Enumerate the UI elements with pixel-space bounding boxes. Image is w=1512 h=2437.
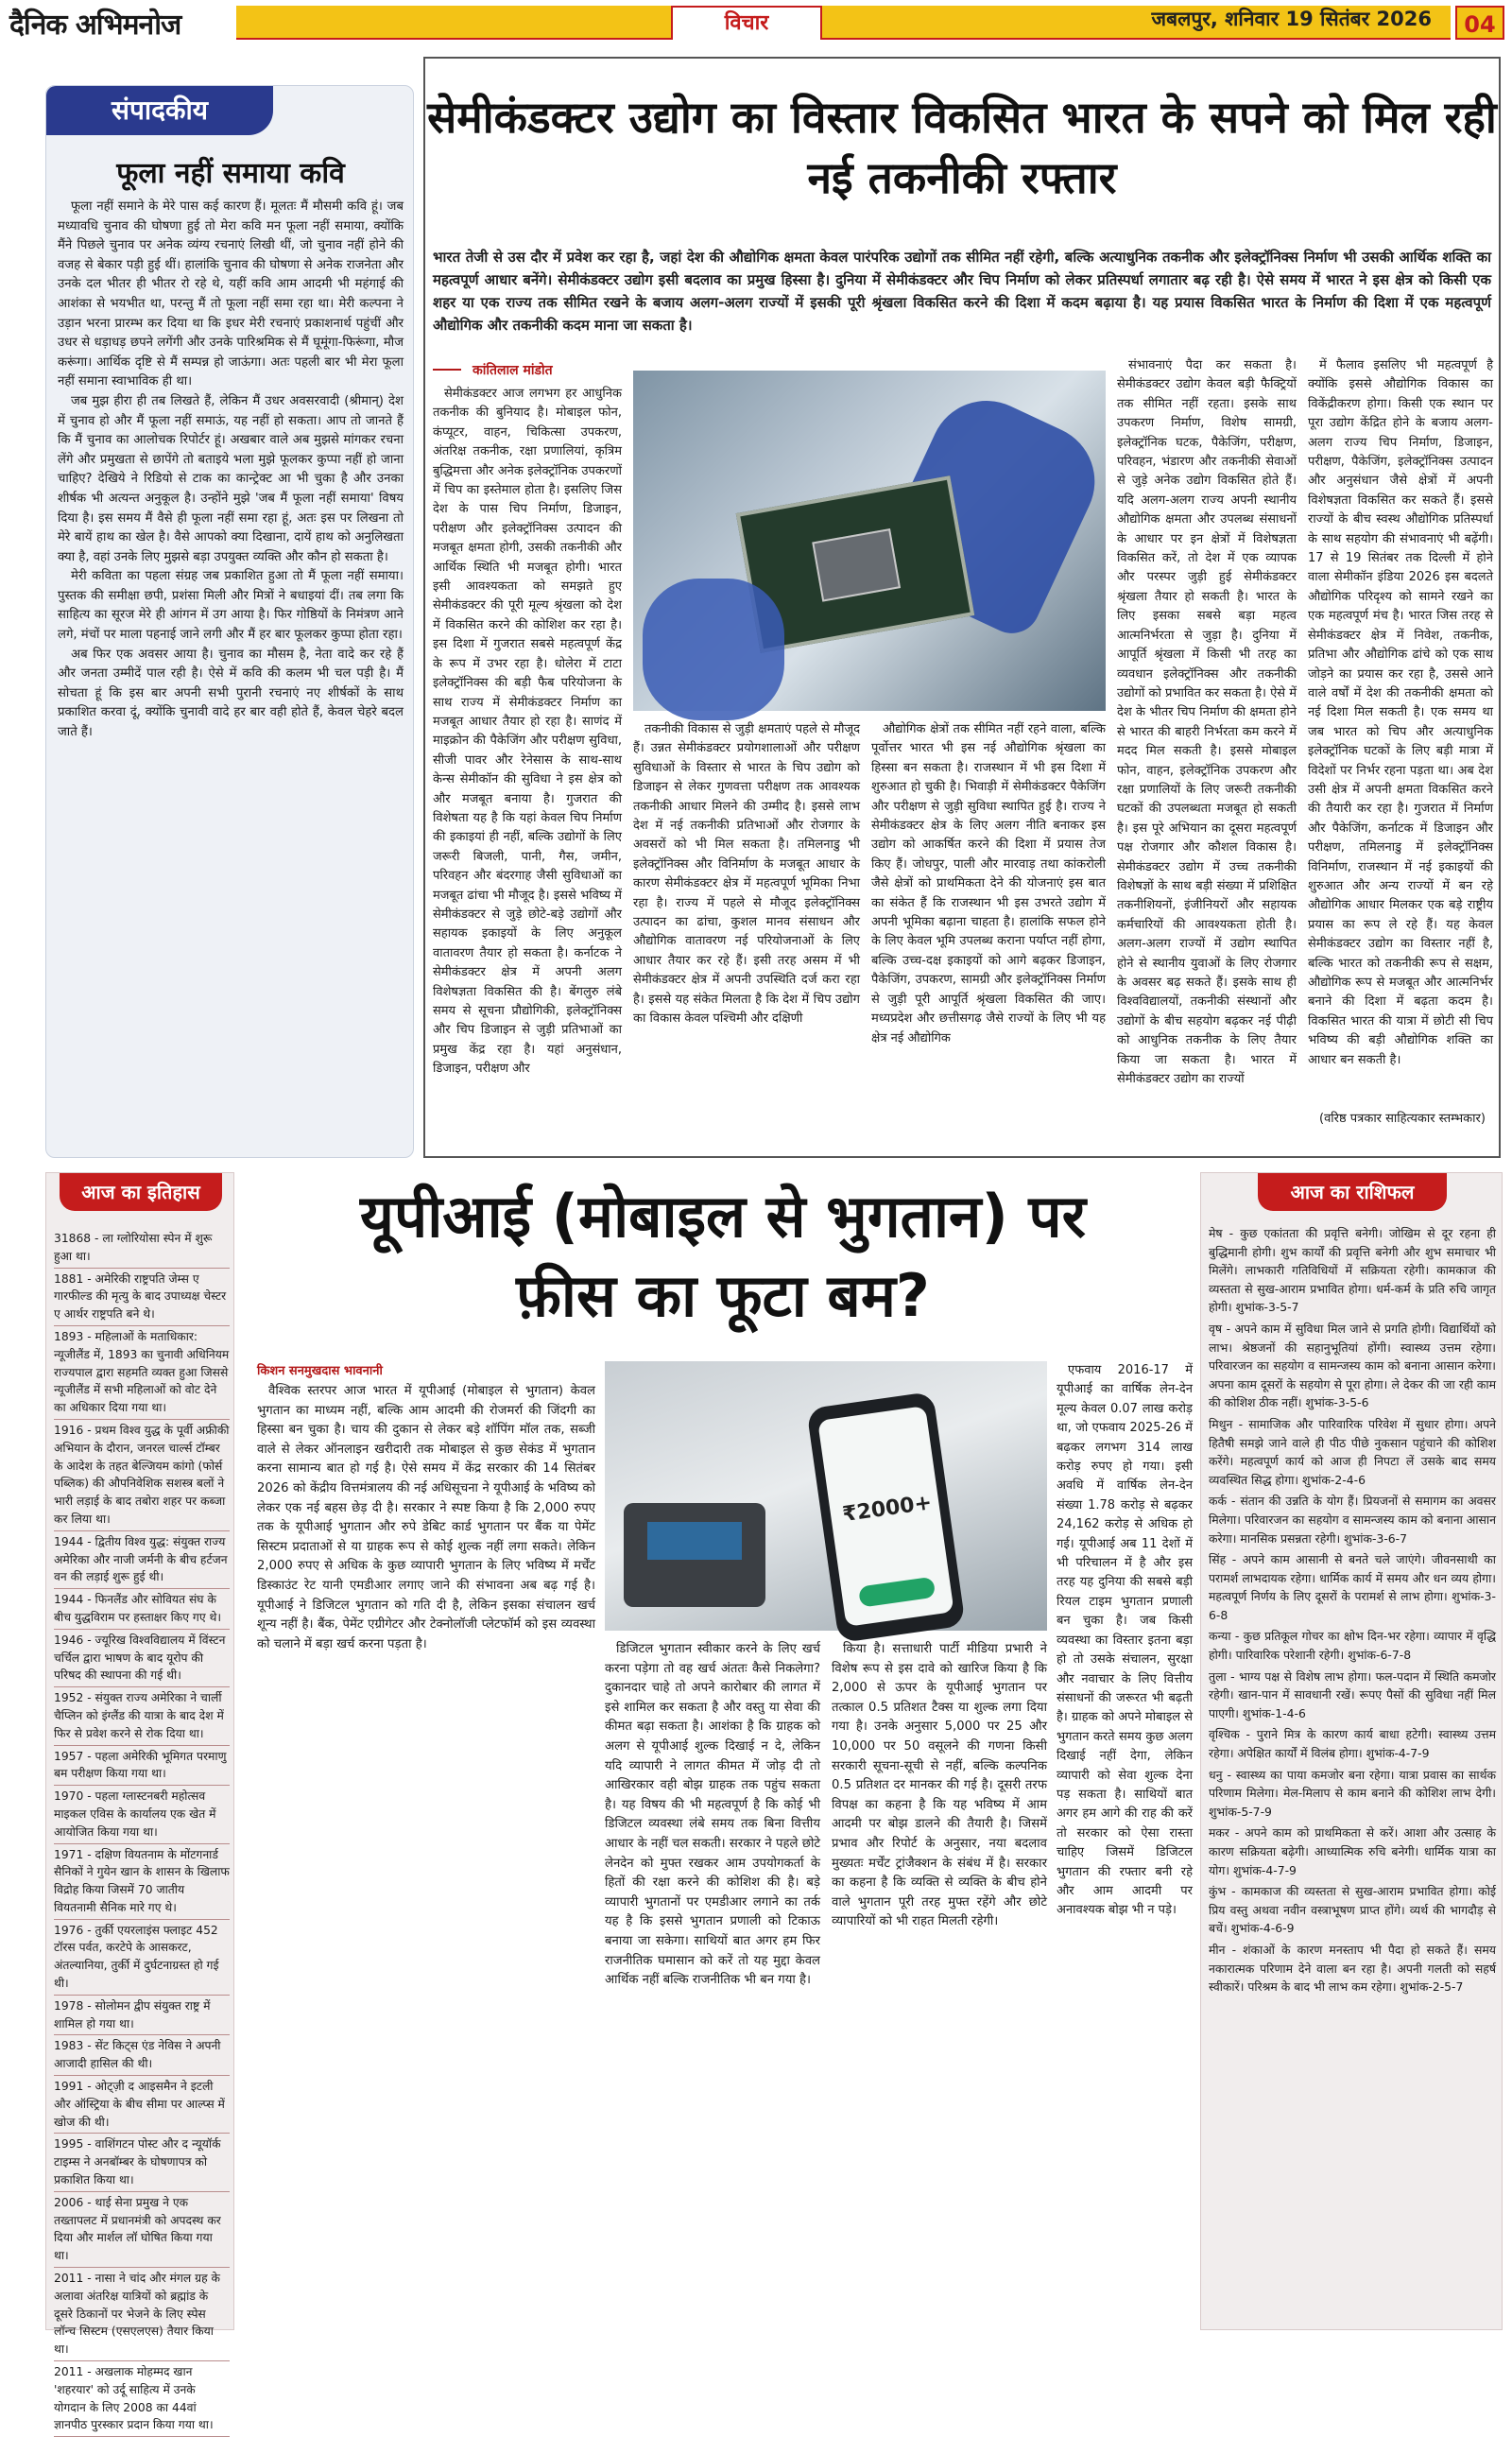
history-item: 1991 - ओट्ज़ी द आइसमैन ने इटली और ऑस्ट्रिया के बीच सीमा पर आल्प्स में खोज की थी। bbox=[54, 2078, 230, 2134]
horoscope-sign: मकर - अपने काम को प्राथमिकता से करें। आशा और उत्साह के कारण सक्रियता बढ़ेगी। आध्यात्मिक रुचि बनेगी। धार्मिक यात्रा का योग। शुभांक-4-7-9 bbox=[1209, 1825, 1496, 1877]
history-column bbox=[45, 1172, 234, 2432]
horoscope-sign: मीन - शंकाओं के कारण मनस्ताप भी पैदा हो सकते हैं। समय नकारात्मक परिणाम देने वाला बन रहा है। अपनी गलती को सहर्ष स्वीकारें। परिश्रम के बाद भी लाभ कम रहेगा। शुभांक-2-5-7 bbox=[1209, 1942, 1496, 1995]
horoscope-badge: आज का राशिफल bbox=[1258, 1173, 1447, 1211]
horoscope-sign: मिथुन - सामाजिक और पारिवारिक परिवेश में सुधार होगा। अपने हितैषी समझे जाने वाले ही पीठ पीछे नुकसान पहुंचाने की कोशिश करेंगे। महत्वपूर्ण कार्य को आज ही निपटा लें उसके बाद समय व्यवस्थित सिद्ध होगा। शुभांक-2-4-6 bbox=[1209, 1416, 1496, 1487]
section-label: विचार bbox=[671, 6, 822, 40]
horoscope-column bbox=[1200, 1172, 1503, 2330]
history-badge: आज का इतिहास bbox=[60, 1173, 222, 1211]
editorial-paragraph: जब मुझ हीरा ही तब लिखते हैं, लेकिन मैं उधर अवसरवादी (श्रीमान्) देश में चुनाव हो और मैं फूला नहीं समाऊं, यह नहीं हो सकता। आप तो जानते हैं कि मैं चुनाव का आलोचक रिपोर्टर हूं। अखबार वाले अब मुझसे मांगकर रचना लेंगे और प्रमुखता से छापेंगे तो बताइये भला मुझे फूलकर कुप्पा नहीं हो जाना चाहिए? देखिये ने रिडियो से टाक का कान्ट्रेक्ट आ भी चुका है और उनका शीर्षक भी अत्यन्त अनुकूल है। उन्होंने मुझे 'जब मैं फूला नहीं समाया' विषय दिया है। इस समय मैं वैसे ही फूला नहीं समा रहा हूं, अतः इस पर लिखना तो मेरे बायें हाथ का खेल है। वैसे आपको क्या दिखाना, दायें हाथ को अनुलिखता क्या है, वहां उनके लिए मुझसे बड़ा उपयुक्त व्यक्ति और कौन हो सकता है। bbox=[58, 393, 404, 564]
lead-column-3 bbox=[871, 720, 1106, 1146]
upi-column-text: डिजिटल भुगतान स्वीकार करने के लिए खर्च करना पड़ेगा तो वह खर्च अंततः कैसे निकलेगा? दुकानदार चाहे तो अपने कारोबार की लागत में इसे शामिल कर सकता है और वस्तु या सेवा की कीमत बढ़ा सकता है। आशंका है कि ग्राहक को अलग से यूपीआई शुल्क दिखाई न दे, लेकिन यदि व्यापारी ने लागत कीमत में जोड़ दी तो आखिरकार वही बोझ ग्राहक तक पहुंच सकता है। यह विषय की भी महत्वपूर्ण है कि कोई भी डिजिटल व्यवस्था लंबे समय तक बिना वित्तीय आधार के नहीं चल सकती। सरकार ने पहले छोटे लेनदेन को मुफ्त रखकर आम उपयोगकर्ता के हितों की रक्षा करने की कोशिश की है। बड़े व्यापारी भुगतानों पर एमडीआर लगाने का तर्क यह है कि इससे भुगतान प्रणाली को टिकाऊ बनाया जा सकेगा। साथियों बात अगर हम फिर राजनीतिक घमासान को करें तो यह मुद्दा केवल आर्थिक नहीं बल्कि राजनीतिक भी बन गया है। bbox=[605, 1642, 820, 1988]
lead-column-5 bbox=[1308, 356, 1493, 1108]
history-item: 31868 - ला ग्लोरियोसा स्पेन में शुरू हुआ था। bbox=[54, 1230, 230, 1269]
lead-column-text: में फैलाव इसलिए भी महत्वपूर्ण है क्योंकि इससे औद्योगिक विकास का विकेंद्रीकरण होगा। किसी एक स्थान पर पूरा उद्योग केंद्रित होने के बजाय अलग-अलग राज्य चिप निर्माण, डिजाइन, परीक्षण, पैकेजिंग, इलेक्ट्रॉनिक्स उत्पादन और अनुसंधान जैसे क्षेत्रों में अपनी विशेषज्ञता विकसित कर सकते हैं। इससे राज्यों के बीच स्वस्थ औद्योगिक प्रतिस्पर्धा के साथ सहयोग की संभावनाएं भी बढ़ेंगी। 17 से 19 सितंबर तक दिल्ली में होने वाला सेमीकॉन इंडिया 2026 इस बदलते औद्योगिक परिदृश्य को सामने रखने का एक महत्वपूर्ण मंच है। भारत जिस तरह से सेमीकंडक्टर क्षेत्र में निवेश, तकनीक, प्रतिभा और औद्योगिक ढांचे को एक साथ जोड़ने का प्रयास कर रहा है, उससे आने वाले वर्षों में देश की तकनीकी क्षमता को नई दिशा मिल सकती है। एक समय था जब भारत को चिप और अत्याधुनिक इलेक्ट्रॉनिक घटकों के लिए बड़ी मात्रा में विदेशों पर निर्भर रहना पड़ता था। अब देश उसी क्षेत्र में अपनी क्षमता विकसित करने की तैयारी कर रहा है। गुजरात में निर्माण और पैकेजिंग, कर्नाटक में डिजाइन और परीक्षण, तमिलनाडु में इलेक्ट्रॉनिक्स विनिर्माण, राजस्थान में नई इकाइयों की शुरुआत और अन्य राज्यों में बन रहे औद्योगिक आधार मिलकर एक बड़े राष्ट्रीय प्रयास का रूप ले रहे हैं। यह केवल सेमीकंडक्टर उद्योग का विस्तार नहीं है, बल्कि भारत को तकनीकी रूप से सक्षम, औद्योगिक रूप से मजबूत और आत्मनिर्भर बनाने की दिशा में बढ़ता कदम है। विकसित भारत की यात्रा में छोटी सी चिप भविष्य की बड़ी औद्योगिक शक्ति का आधार बन सकती है। bbox=[1308, 358, 1493, 1067]
pay-button-shape bbox=[858, 1577, 936, 1608]
payment-photo bbox=[605, 1361, 1047, 1631]
history-item: 1971 - दक्षिण वियतनाम के मोंटगनार्ड सैनिकों ने गुयेन खान के शासन के खिलाफ विद्रोह किया जिसमें 70 जातीय वियतनामी सैनिक मारे गए थे। bbox=[54, 1846, 230, 1920]
history-list bbox=[54, 1230, 230, 2432]
glove-shape bbox=[643, 579, 784, 720]
page-number: 04 bbox=[1455, 6, 1504, 40]
upi-column-4 bbox=[1057, 1361, 1193, 2327]
history-item: 1970 - पहला ग्लास्टनबरी महोत्सव माइकल एविस के कार्यालय एक खेत में आयोजित किया गया था। bbox=[54, 1788, 230, 1843]
upi-byline: किशन सनमुखदास भावनानी bbox=[257, 1364, 383, 1378]
horoscope-sign: वृष - अपने काम में सुविधा मिल जाने से प्रगति होगी। विद्यार्थियों को लाभ। श्रेष्ठजनों की सहानुभूतियां होंगी। स्वास्थ्य उत्तम रहेगा। परिवारजन का सहयोग व सामन्जस्य काम को बनाना आसान करेगा। अपना काम दूसरों के सहयोग से पूरा होगा। ले देकर की जा रही काम की कोशिश ठीक नहीं। शुभांक-3-5-6 bbox=[1209, 1321, 1496, 1410]
horoscope-sign: कन्या - कुछ प्रतिकूल गोचर का क्षोभ दिन-भर रहेगा। व्यापार में वृद्धि होगी। पारिवारिक परेशानी रहेगी। शुभांक-6-7-8 bbox=[1209, 1629, 1496, 1663]
history-item: 1957 - पहला अमेरिकी भूमिगत परमाणु बम परीक्षण किया गया था। bbox=[54, 1748, 230, 1787]
editorial-badge: संपादकीय bbox=[46, 86, 273, 135]
history-item: 1983 - सेंट किट्स एंड नेविस ने अपनी आजादी हासिल की थी। bbox=[54, 2037, 230, 2076]
history-item: 2011 - नासा ने चांद और मंगल ग्रह के अलावा अंतरिक्ष यात्रियों को ब्रह्मांड के दूसरे ठिकानों पर भेजने के लिए स्पेस लॉन्च सिस्टम (एसएलएस) तैयार किया था। bbox=[54, 2270, 230, 2361]
history-item: 1946 - ज्यूरिख विश्वविद्यालय में विंस्टन चर्चिल द्वारा भाषण के बाद यूरोप की परिषद की स्थापना की गई थी। bbox=[54, 1632, 230, 1687]
upi-column-3 bbox=[832, 1640, 1047, 2327]
editorial-column bbox=[45, 85, 414, 1158]
phone-screen bbox=[817, 1406, 954, 1627]
history-item: 1978 - सोलोमन द्वीप संयुक्त राष्ट्र में शामिल हो गया था। bbox=[54, 1997, 230, 2036]
lead-intro: भारत तेजी से उस दौर में प्रवेश कर रहा है, जहां देश की औद्योगिक क्षमता केवल पारंपरिक उद्योगों तक सीमित नहीं रहेगी, बल्कि अत्याधुनिक तकनीक और इलेक्ट्रॉनिक्स निर्माण भी उसकी आर्थिक शक्ति का महत्वपूर्ण आधार बनेंगे। सेमीकंडक्टर उद्योग इसी बदलाव का प्रमुख हिस्सा है। दुनिया में सेमीकंडक्टर और चिप निर्माण को लेकर प्रतिस्पर्धा लगातार बढ़ रही है। ऐसे समय में भारत ने इस क्षेत्र को किसी एक शहर या एक राज्य तक सीमित रखने के बजाय अलग-अलग राज्यों में इसकी पूरी श्रृंखला विकसित करने की दिशा में कदम बढ़ाया है। यह प्रयास विकसित भारत के निर्माण की दिशा में एक महत्वपूर्ण औद्योगिक और तकनीकी कदम माना जा सकता है। bbox=[433, 249, 1491, 334]
horoscope-list bbox=[1209, 1224, 1496, 2325]
lead-column-text: तकनीकी विकास से जुड़ी क्षमताएं पहले से मौजूद हैं। उन्नत सेमीकंडक्टर प्रयोगशालाओं और परीक्षण सुविधाओं के विस्तार से भारत के चिप उद्योग को डिजाइन से लेकर गुणवत्ता परीक्षण तक आवश्यक तकनीकी आधार मिलने की उम्मीद है। इससे लाभ देश में नई तकनीकी प्रतिभाओं और रोजगार के अवसरों को भी मिल सकता है। तमिलनाडु भी इलेक्ट्रॉनिक्स और विनिर्माण के मजबूत आधार के कारण सेमीकंडक्टर क्षेत्र में महत्वपूर्ण भूमिका निभा रहा है। राज्य में पहले से मौजूद इलेक्ट्रॉनिक्स उत्पादन का ढांचा, कुशल मानव संसाधन और औद्योगिक वातावरण नई परियोजनाओं के लिए आधार तैयार कर रहे हैं। इसी तरह असम में भी सेमीकंडक्टर क्षेत्र में अपनी उपस्थिति दर्ज करा रहा है। इससे यह संकेत मिलता है कि देश में चिप उद्योग का विकास केवल पश्चिमी और दक्षिणी bbox=[633, 722, 860, 1027]
upi-column-text: एफवाय 2016-17 में यूपीआई का वार्षिक लेन-देन मूल्य केवल 0.07 लाख करोड़ था, जो एफवाय 2025-26 में बढ़कर लगभग 314 लाख करोड़ रुपए हो गया। इसी अवधि में वार्षिक लेन-देन संख्या 1.78 करोड़ से बढ़कर 24,162 करोड़ से अधिक हो गई। यूपीआई अब 11 देशों में भी परिचालन में है और इस तरह यह दुनिया की सबसे बड़ी रियल टाइम भुगतान प्रणाली बन चुका है। जब किसी व्यवस्था का विस्तार इतना बड़ा हो तो उसके संचालन, सुरक्षा और नवाचार के लिए वित्तीय संसाधनों की जरूरत भी बढ़ती है। ग्राहक को अपने मोबाइल से भुगतान करते समय कुछ अलग दिखाई नहीं देगा, लेकिन व्यापारी को सेवा शुल्क देना पड़ सकता है। साथियों बात अगर हम आगे की राह की करें तो सरकार को ऐसा रास्ता चाहिए जिसमें डिजिटल भुगतान की रफ्तार बनी रहे और आम आदमी पर अनावश्यक बोझ भी न पड़े। bbox=[1057, 1363, 1193, 1918]
upi-headline-line-2: फ़ीस का फूटा बम? bbox=[516, 1261, 930, 1330]
payment-amount: ₹2000+ bbox=[841, 1491, 934, 1528]
lead-column-4 bbox=[1117, 356, 1297, 1146]
editorial-paragraph: मेरी कविता का पहला संग्रह जब प्रकाशित हुआ तो मैं फूला नहीं समाया। पुस्तक की समीक्षा छपी, प्रशंसा मिली और मित्रों ने बधाइयां दीं। तब लगा कि साहित्य का सूरज मेरे ही आंगन में उग आया है। फिर गोष्ठियों के निमंत्रण आने लगे, मंचों पर माला पहनाई जाने लगी और मैं हर बार फूलकर कुप्पा होता रहा। bbox=[58, 569, 404, 643]
editorial-paragraph: फूला नहीं समाने के मेरे पास कई कारण हैं। मूलतः मैं मौसमी कवि हूं। जब मध्यावधि चुनाव की घोषणा हुई तो मेरा कवि मन फूला नहीं समाया, क्योंकि मैंने पिछले चुनाव पर अनेक व्यंग्य रचनाएं लिखी थीं, जो चुनाव नहीं होने की वजह से बेकार पड़ी हुई थीं। हालांकि चुनाव की घोषणा से अनेक राजनेता और उनके दल भीतर ही भीतर रो रहे थे, यहीं कवि आम आदमी भी महंगाई की आशंका से भयभीत था, परन्तु मैं तो फूला नहीं समा रहा था। मेरी कल्पना ने उड़ान भरना प्रारम्भ कर दिया था कि इधर मेरी रचनाएं प्रकाशनार्थ पहुंचीं और उधर से धड़ाधड़ छपने लगेंगी और उनके पारिश्रमिक से मैं घूमूंगा-फिरूंगा, मौज करूंगा। आर्थिक दृष्टि से मैं सम्पन्न हो जाऊंगा। अतः पहली बार भी मेरा फूला नहीं समाना स्वाभाविक ही था। bbox=[58, 199, 404, 389]
lead-column-text: सेमीकंडक्टर आज लगभग हर आधुनिक तकनीक की बुनियाद है। मोबाइल फोन, कंप्यूटर, वाहन, चिकित्सा उपकरण, अंतरिक्ष तकनीक, रक्षा प्रणालियां, कृत्रिम बुद्धिमत्ता और अनेक इलेक्ट्रॉनिक उपकरणों में चिप का इस्तेमाल होता है। इसलिए जिस देश के पास चिप निर्माण, डिजाइन, परीक्षण और इलेक्ट्रॉनिक्स उत्पादन की मजबूत क्षमता होगी, उसकी तकनीकी और आर्थिक स्थिति भी मजबूत होगी। भारत इसी आवश्यकता को समझते हुए सेमीकंडक्टर की पूरी मूल्य श्रृंखला को देश में विकसित करने की कोशिश कर रहा है। इस दिशा में गुजरात सबसे महत्वपूर्ण केंद्र के रूप में उभर रहा है। धोलेरा में टाटा इलेक्ट्रॉनिक्स की बड़ी फैब परियोजना के साथ राज्य में सेमीकंडक्टर निर्माण का मजबूत आधार तैयार हो रहा है। साणंद में माइक्रोन की पैकेजिंग और परीक्षण सुविधा, सीजी पावर और रेनेसास के साथ-साथ केन्स सेमीकॉन की सुविधा ने इस क्षेत्र को और मजबूत बनाया है। गुजरात की विशेषता यह है कि यहां केवल चिप निर्माण की इकाइयां ही नहीं, बल्कि उद्योगों के लिए जरूरी बिजली, पानी, गैस, जमीन, परिवहन और बंदरगाह जैसी सुविधाओं का मजबूत ढांचा भी मौजूद है। इससे भविष्य में सेमीकंडक्टर से जुड़े छोटे-बड़े उद्योगों और सहायक इकाइयों के लिए अनुकूल वातावरण तैयार हो सकता है। कर्नाटक ने सेमीकंडक्टर क्षेत्र में अपनी अलग विशेषज्ञता विकसित की है। बेंगलुरु लंबे समय से सूचना प्रौद्योगिकी, इलेक्ट्रॉनिक्स और चिप डिजाइन से जुड़ी प्रतिभाओं का प्रमुख केंद्र रहा है। यहां अनुसंधान, डिजाइन, परीक्षण और bbox=[433, 387, 622, 1077]
editorial-paragraph: अब फिर एक अवसर आया है। चुनाव का मौसम है, नेता वादे कर रहे हैं और जनता उम्मीदें पाल रही है। ऐसे में कवि की कलम भी चल पड़ी है। मैं सोचता हूं कि इस बार अपनी सभी पुरानी रचनाएं नए शीर्षकों के साथ प्रकाशित करवा दूं, क्योंकि चुनावी वादे हर बार वही होते हैं, केवल चेहरे बदल जाते हैं। bbox=[58, 647, 404, 740]
upi-column-2 bbox=[605, 1640, 820, 2327]
lead-column-text: संभावनाएं पैदा कर सकता है। सेमीकंडक्टर उद्योग केवल बड़ी फैक्ट्रियों तक सीमित नहीं रहता। इसके साथ उपकरण निर्माण, विशेष सामग्री, इलेक्ट्रॉनिक घटक, पैकेजिंग, परीक्षण, परिवहन, भंडारण और तकनीकी सेवाओं से जुड़े अनेक उद्योग विकसित होते हैं। यदि अलग-अलग राज्य अपनी स्थानीय औद्योगिक क्षमता और उपलब्ध संसाधनों के आधार पर इन क्षेत्रों में विशेषज्ञता विकसित करें, तो देश में एक व्यापक और परस्पर जुड़ी हुई सेमीकंडक्टर श्रृंखला तैयार हो सकती है। भारत के लिए इसका सबसे बड़ा महत्व आत्मनिर्भरता से जुड़ा है। दुनिया में आपूर्ति श्रृंखला में किसी भी तरह का व्यवधान इलेक्ट्रॉनिक्स और तकनीकी उद्योगों को प्रभावित कर सकता है। ऐसे में देश के भीतर चिप निर्माण की क्षमता होने से भारत की बाहरी निर्भरता कम करने में मदद मिल सकती है। इससे मोबाइल फोन, वाहन, इलेक्ट्रॉनिक उपकरण और रक्षा प्रणालियों के लिए जरूरी तकनीकी घटकों की उपलब्धता मजबूत हो सकती है। इस पूरे अभियान का दूसरा महत्वपूर्ण पक्ष रोजगार और कौशल विकास है। सेमीकंडक्टर उद्योग में उच्च तकनीकी विशेषज्ञों के साथ बड़ी संख्या में प्रशिक्षित तकनीशियनों, इंजीनियरों और सहायक कर्मचारियों की आवश्यकता होती है। अलग-अलग राज्यों में उद्योग स्थापित होने से स्थानीय युवाओं के लिए रोजगार के अवसर बढ़ सकते हैं। इसके साथ ही विश्वविद्यालयों, तकनीकी संस्थानों और उद्योगों के बीच सहयोग बढ़कर नई पीढ़ी को आधुनिक तकनीक के लिए तैयार किया जा सकता है। भारत में सेमीकंडक्टर उद्योग का राज्यों bbox=[1117, 358, 1297, 1087]
lead-column-1 bbox=[433, 385, 622, 1146]
history-item: 2006 - थाई सेना प्रमुख ने एक तख्तापलट में प्रधानमंत्री को अपदस्थ कर दिया और मार्शल लॉ घोषित किया गया था। bbox=[54, 2194, 230, 2268]
history-item: 1976 - तुर्की एयरलाइंस फ्लाइट 452 टॉरस पर्वत, करटेपे के आसकरट, अंतल्यानिया, तुर्की में दुर्घटनाग्रस्त हो गई थी। bbox=[54, 1922, 230, 1996]
section-bar bbox=[236, 6, 1451, 40]
history-item: 1944 - द्वितीय विश्व युद्ध: संयुक्त राज्य अमेरिका और नाजी जर्मनी के बीच हर्टजन वन की लड़ाई शुरू हुई थी। bbox=[54, 1533, 230, 1589]
pos-terminal-shape bbox=[624, 1503, 765, 1607]
horoscope-sign: तुला - भाग्य पक्ष से विशेष लाभ होगा। फल-पदान में स्थिति कमजोर रहेगी। खान-पान में सावधानी रखें। रूपए पैसों की सुविधा नहीं मिल पाएगी। शुभांक-1-4-6 bbox=[1209, 1668, 1496, 1720]
horoscope-sign: कुंभ - कामकाज की व्यस्तता से सुख-आराम प्रभावित होगा। कोई प्रिय वस्तु अथवा नवीन वस्त्राभूषण प्राप्त होंगे। व्यर्थ की भागदौड़ से बचें। शुभांक-4-6-9 bbox=[1209, 1884, 1496, 1936]
history-item: 1893 - महिलाओं के मताधिकार: न्यूजीलैंड में, 1893 का चुनावी अधिनियम राज्यपाल द्वारा सहमति व्यक्त हुआ जिससे न्यूजीलैंड में सभी महिलाओं को वोट देने का अधिकार दिया गया था। bbox=[54, 1328, 230, 1420]
history-item: 1916 - प्रथम विश्व युद्ध के पूर्वी अफ्रीकी अभियान के दौरान, जनरल चार्ल्स टॉम्बर के आदेश के तहत बेल्जियम कांगो (फोर्स पब्लिक) की औपनिवेशिक सशस्त्र बलों ने भारी लड़ाई के बाद तबोरा शहर पर कब्जा कर लिया था। bbox=[54, 1422, 230, 1531]
semiconductor-photo bbox=[633, 371, 1106, 711]
lead-byline: कांतिलाल मांडोत bbox=[472, 363, 553, 378]
history-item: 1944 - फिनलैंड और सोवियत संघ के बीच युद्धविराम पर हस्ताक्षर किए गए थे। bbox=[54, 1591, 230, 1630]
editorial-title: फूला नहीं समाया कवि bbox=[116, 157, 345, 190]
horoscope-sign: कर्क - संतान की उन्नति के योग हैं। प्रियजनों से समागम का अवसर मिलेगा। परिवारजन का सहयोग व सामन्जस्य काम को बनाना आसान करेगा। मानसिक प्रसन्नता रहेगी। शुभांक-3-6-7 bbox=[1209, 1494, 1496, 1546]
history-item: 2011 - अखलाक मोहम्मद खान 'शहरयार' को उर्दू साहित्य में उनके योगदान के लिए 2008 का 44वां ज्ञानपीठ पुरस्कार प्रदान किया गया था। bbox=[54, 2363, 230, 2437]
upi-headline bbox=[250, 1177, 1195, 1336]
author-note bbox=[1308, 1110, 1493, 1149]
history-item: 1952 - संयुक्त राज्य अमेरिका ने चार्ली चैप्लिन को इंग्लैंड की यात्रा के बाद देश में फिर से प्रवेश करने से रोक दिया था। bbox=[54, 1689, 230, 1745]
masthead bbox=[0, 0, 1512, 45]
lead-column-2 bbox=[633, 720, 860, 1146]
lead-column-text: औद्योगिक क्षेत्रों तक सीमित नहीं रहने वाला, बल्कि पूर्वोत्तर भारत भी इस नई औद्योगिक श्रृंखला का हिस्सा बन सकता है। राजस्थान में भी इस दिशा में शुरुआत हो चुकी है। भिवाड़ी में सेमीकंडक्टर पैकेजिंग और परीक्षण से जुड़ी सुविधा स्थापित हुई है। राज्य ने सेमीकंडक्टर क्षेत्र के लिए अलग नीति बनाकर इस उद्योग को आकर्षित करने की दिशा में प्रयास तेज किए हैं। जोधपुर, पाली और मारवाड़ तथा कांकरोली जैसे क्षेत्रों को प्राथमिकता देने की योजनाएं इस बात का संकेत हैं कि राजस्थान भी इस उभरते उद्योग में अपनी भूमिका बढ़ाना चाहता है। हालांकि सफल होने के लिए केवल भूमि उपलब्ध कराना पर्याप्त नहीं होगा, बल्कि उच्च-दक्ष इकाइयों को आगे बढ़कर डिजाइन, पैकेजिंग, उपकरण, सामग्री और इलेक्ट्रॉनिक्स निर्माण से जुड़ी पूरी आपूर्ति श्रृंखला विकसित की जाए। मध्यप्रदेश और छत्तीसगढ़ जैसे राज्यों के लिए भी यह क्षेत्र नई औद्योगिक bbox=[871, 722, 1106, 1046]
editorial-body bbox=[58, 198, 404, 1148]
author-note-text: (वरिष्ठ पत्रकार साहित्यकार स्तम्भकार) bbox=[1319, 1112, 1486, 1126]
phone-shape bbox=[806, 1391, 965, 1643]
upi-headline-line-1: यूपीआई (मोबाइल से भुगतान) पर bbox=[360, 1182, 1086, 1251]
horoscope-sign: सिंह - अपने काम आसानी से बनते चले जाएंगे। जीवनसाथी का परामर्श लाभदायक रहेगा। धार्मिक कार्य में समय और धन व्यय होगा। महत्वपूर्ण निर्णय के लिए दूसरों के परामर्श से लाभ होगा। शुभांक-3-6-8 bbox=[1209, 1552, 1496, 1622]
history-item: 1995 - वाशिंगटन पोस्ट और द न्यूयॉर्क टाइम्स ने अनबॉम्बर के घोषणापत्र को प्रकाशित किया था। bbox=[54, 2135, 230, 2191]
upi-column-text: किया है। सत्ताधारी पार्टी मीडिया प्रभारी ने विशेष रूप से इस दावे को खारिज किया है कि 2,000 से ऊपर के यूपीआई भुगतान पर तत्काल 0.5 प्रतिशत टैक्स या शुल्क लगा दिया गया है। उनके अनुसार 5,000 पर 25 और 10,000 पर 50 वसूलने की गणना किसी सरकारी सूचना-सूची से नहीं, बल्कि कल्पनिक 0.5 प्रतिशत दर मानकर की गई है। दूसरी तरफ विपक्ष का कहना है कि यह भविष्य में आम आदमी पर बोझ डालने की तैयारी है। जिसमें प्रभाव और रिपोर्ट के अनुसार, नया बदलाव मुख्यतः मर्चेंट ट्रांजैक्शन के संबंध में है। सरकार का कहना है कि व्यक्ति से व्यक्ति के बीच होने वाले भुगतान पूरी तरह मुफ्त रहेंगे और छोटे व्यापारियों को भी राहत मिलती रहेगी। bbox=[832, 1642, 1047, 1929]
horoscope-sign: धनु - स्वास्थ्य का पाया कमजोर बना रहेगा। यात्रा प्रवास का सार्थक परिणाम मिलेगा। मेल-मिलाप से काम बनाने की कोशिश लाभ देगी। शुभांक-5-7-9 bbox=[1209, 1767, 1496, 1819]
upi-column-text: वैश्विक स्तरपर आज भारत में यूपीआई (मोबाइल से भुगतान) केवल भुगतान का माध्यम नहीं, बल्कि आम आदमी की रोजमर्रा की जिंदगी का हिस्सा बन चुका है। चाय की दुकान से लेकर बड़े शॉपिंग मॉल तक, सब्जी वाले से लेकर ऑनलाइन खरीदारी तक मोबाइल से कुछ सेकंड में भुगतान करना सामान्य बात हो गई है। ऐसे समय में केंद्र सरकार की 14 सितंबर 2026 को केंद्रीय वित्तमंत्रालय की नई अधिसूचना ने यूपीआई के भविष्य को लेकर एक नई बहस छेड़ दी है। सरकार ने स्पष्ट किया है कि 2,000 रुपए तक के यूपीआई भुगतान और रुपे डेबिट कार्ड भुगतान पर बैंक या पेमेंट सिस्टम प्रदाताओं से या ग्राहक रूप से कोई शुल्क नहीं लगा सकते। लेकिन 2,000 रुपए से अधिक के कुछ व्यापारी भुगतान के लिए भविष्य में मर्चेंट डिस्काउंट रेट यानी एमडीआर लगाए जाने की संभावना अब बढ़ गई है। यूपीआई ने डिजिटल भुगतान को गति दी है, लेकिन इसका संचालन खर्च शून्य नहीं है। बैंक, पेमेंट एग्रीगेटर और टेक्नोलॉजी प्लेटफॉर्म को इस व्यवस्था को चलाने में बड़ा खर्च करना पड़ता है। bbox=[257, 1384, 595, 1651]
byline-rule bbox=[433, 369, 461, 371]
lead-headline: सेमीकंडक्टर उद्योग का विस्तार विकसित भारत के सपने को मिल रही नई तकनीकी रफ्तार bbox=[427, 92, 1497, 203]
horoscope-sign: वृश्चिक - पुराने मित्र के कारण कार्य बाधा हटेगी। स्वास्थ्य उत्तम रहेगा। अपेक्षित कार्यों में विलंब होगा। शुभांक-4-7-9 bbox=[1209, 1727, 1496, 1761]
history-item: 1881 - अमेरिकी राष्ट्रपति जेम्स ए गारफील्ड की मृत्यु के बाद उपाध्यक्ष चेस्टर ए आर्थर राष्ट्रपति बने थे। bbox=[54, 1270, 230, 1326]
newspaper-logo: दैनिक अभिमनोज bbox=[9, 9, 181, 42]
lead-article bbox=[423, 57, 1501, 1158]
horoscope-sign: मेष - कुछ एकांतता की प्रवृत्ति बनेगी। जोखिम से दूर रहना ही बुद्धिमानी होगी। शुभ कार्यों की प्रवृत्ति बनेगी और शुभ समाचार भी मिलेंगे। लाभकारी गतिविधियों में सक्रियता रहेगी। कामकाज की व्यस्तता से सुख-आराम प्रभावित होगा। धर्म-कर्म के प्रति रुचि जागृत होगी। शुभांक-3-5-7 bbox=[1209, 1226, 1496, 1315]
dateline: जबलपुर, शनिवार 19 सितंबर 2026 bbox=[1151, 8, 1432, 30]
upi-column-1 bbox=[257, 1382, 595, 2327]
